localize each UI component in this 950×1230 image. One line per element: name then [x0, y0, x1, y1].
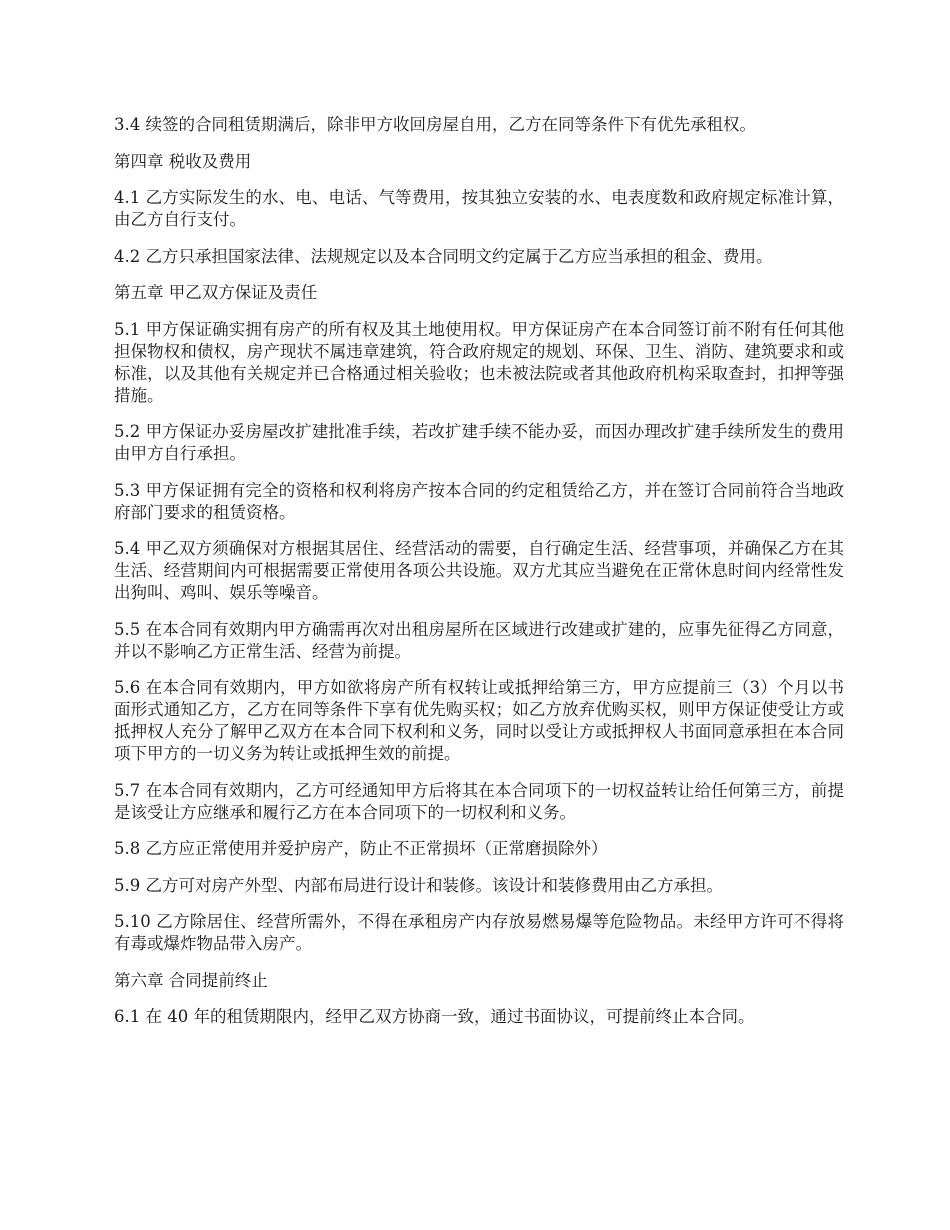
document-page: [114, 114, 844, 1043]
clause-5-1: 5.1 甲方保证确实拥有房产的所有权及其土地使用权。甲方保证房产在本合同签订前不附有任何其他担保物权和债权，房产现状不属违章建筑，符合政府规定的规划、环保、卫生、消防、建筑要求和或标准，以及其他有关规定并已合格通过相关验收；也未被法院或者其他政府机构采取查封，扣押等强措施。: [114, 319, 844, 405]
clause-5-7: 5.7 在本合同有效期内，乙方可经通知甲方后将其在本合同项下的一切权益转让给任何第三方，前提是该受让方应继承和履行乙方在本合同项下的一切权利和义务。: [114, 780, 844, 822]
clause-4-1: 4.1 乙方实际发生的水、电、电话、气等费用，按其独立安装的水、电表度数和政府规定标准计算，由乙方自行支付。: [114, 188, 844, 229]
clause-3-4: 3.4 续签的合同租赁期满后，除非甲方收回房屋自用，乙方在同等条件下有优先承租权。: [114, 115, 756, 134]
clause-5-9: 5.9 乙方可对房产外型、内部布局进行设计和装修。该设计和装修费用由乙方承担。: [114, 875, 723, 895]
clause-6-1: 6.1 在 40 年的租赁期限内，经甲乙双方协商一致，通过书面协议，可提前终止本合同。: [114, 1007, 755, 1026]
chapter-5-heading: 第五章 甲乙双方保证及责任: [114, 283, 318, 302]
clause-5-5: 5.5 在本合同有效期内甲方确需再次对出租房屋所在区域进行改建或扩建的，应事先征得乙方同意，并以不影响乙方正常生活、经营为前提。: [114, 619, 844, 661]
chapter-4-heading: 第四章 税收及费用: [114, 151, 252, 171]
clause-5-8: 5.8 乙方应正常使用并爱护房产，防止不正常损坏（正常磨损除外）: [114, 839, 608, 858]
clause-4-2: 4.2 乙方只承担国家法律、法规规定以及本合同明文约定属于乙方应当承担的租金、费用。: [114, 246, 773, 266]
clause-5-6: 5.6 在本合同有效期内，甲方如欲将房产所有权转让或抵押给第三方，甲方应提前三（3）个月以书面形式通知乙方，乙方在同等条件下享有优先购买权；如乙方放弃优购买权，则甲方保证使受让方或抵押权人充分了解甲乙双方在本合同下权利和义务，同时以受让方或抵押权人书面同意承担在本合同项下甲方的一切义务为转让或抵押生效的前提。: [114, 678, 844, 763]
clause-5-2: 5.2 甲方保证办妥房屋改扩建批准手续，若改扩建手续不能办妥，而因办理改扩建手续所发生的费用由甲方自行承担。: [114, 422, 844, 463]
chapter-6-heading: 第六章 合同提前终止: [114, 970, 268, 990]
clause-5-10: 5.10 乙方除居住、经营所需外，不得在承租房产内存放易燃易爆等危险物品。未经甲方许可不得将有毒或爆炸物品带入房产。: [114, 912, 844, 953]
clause-5-3: 5.3 甲方保证拥有完全的资格和权利将房产按本合同的约定租赁给乙方，并在签订合同前符合当地政府部门要求的租赁资格。: [114, 480, 844, 522]
clause-5-4: 5.4 甲乙双方须确保对方根据其居住、经营活动的需要，自行确定生活、经营事项，并确保乙方在其生活、经营期间内可根据需要正常使用各项公共设施。双方尤其应当避免在正常休息时间内经常性发出狗叫、鸡叫、娱乐等噪音。: [114, 539, 844, 602]
